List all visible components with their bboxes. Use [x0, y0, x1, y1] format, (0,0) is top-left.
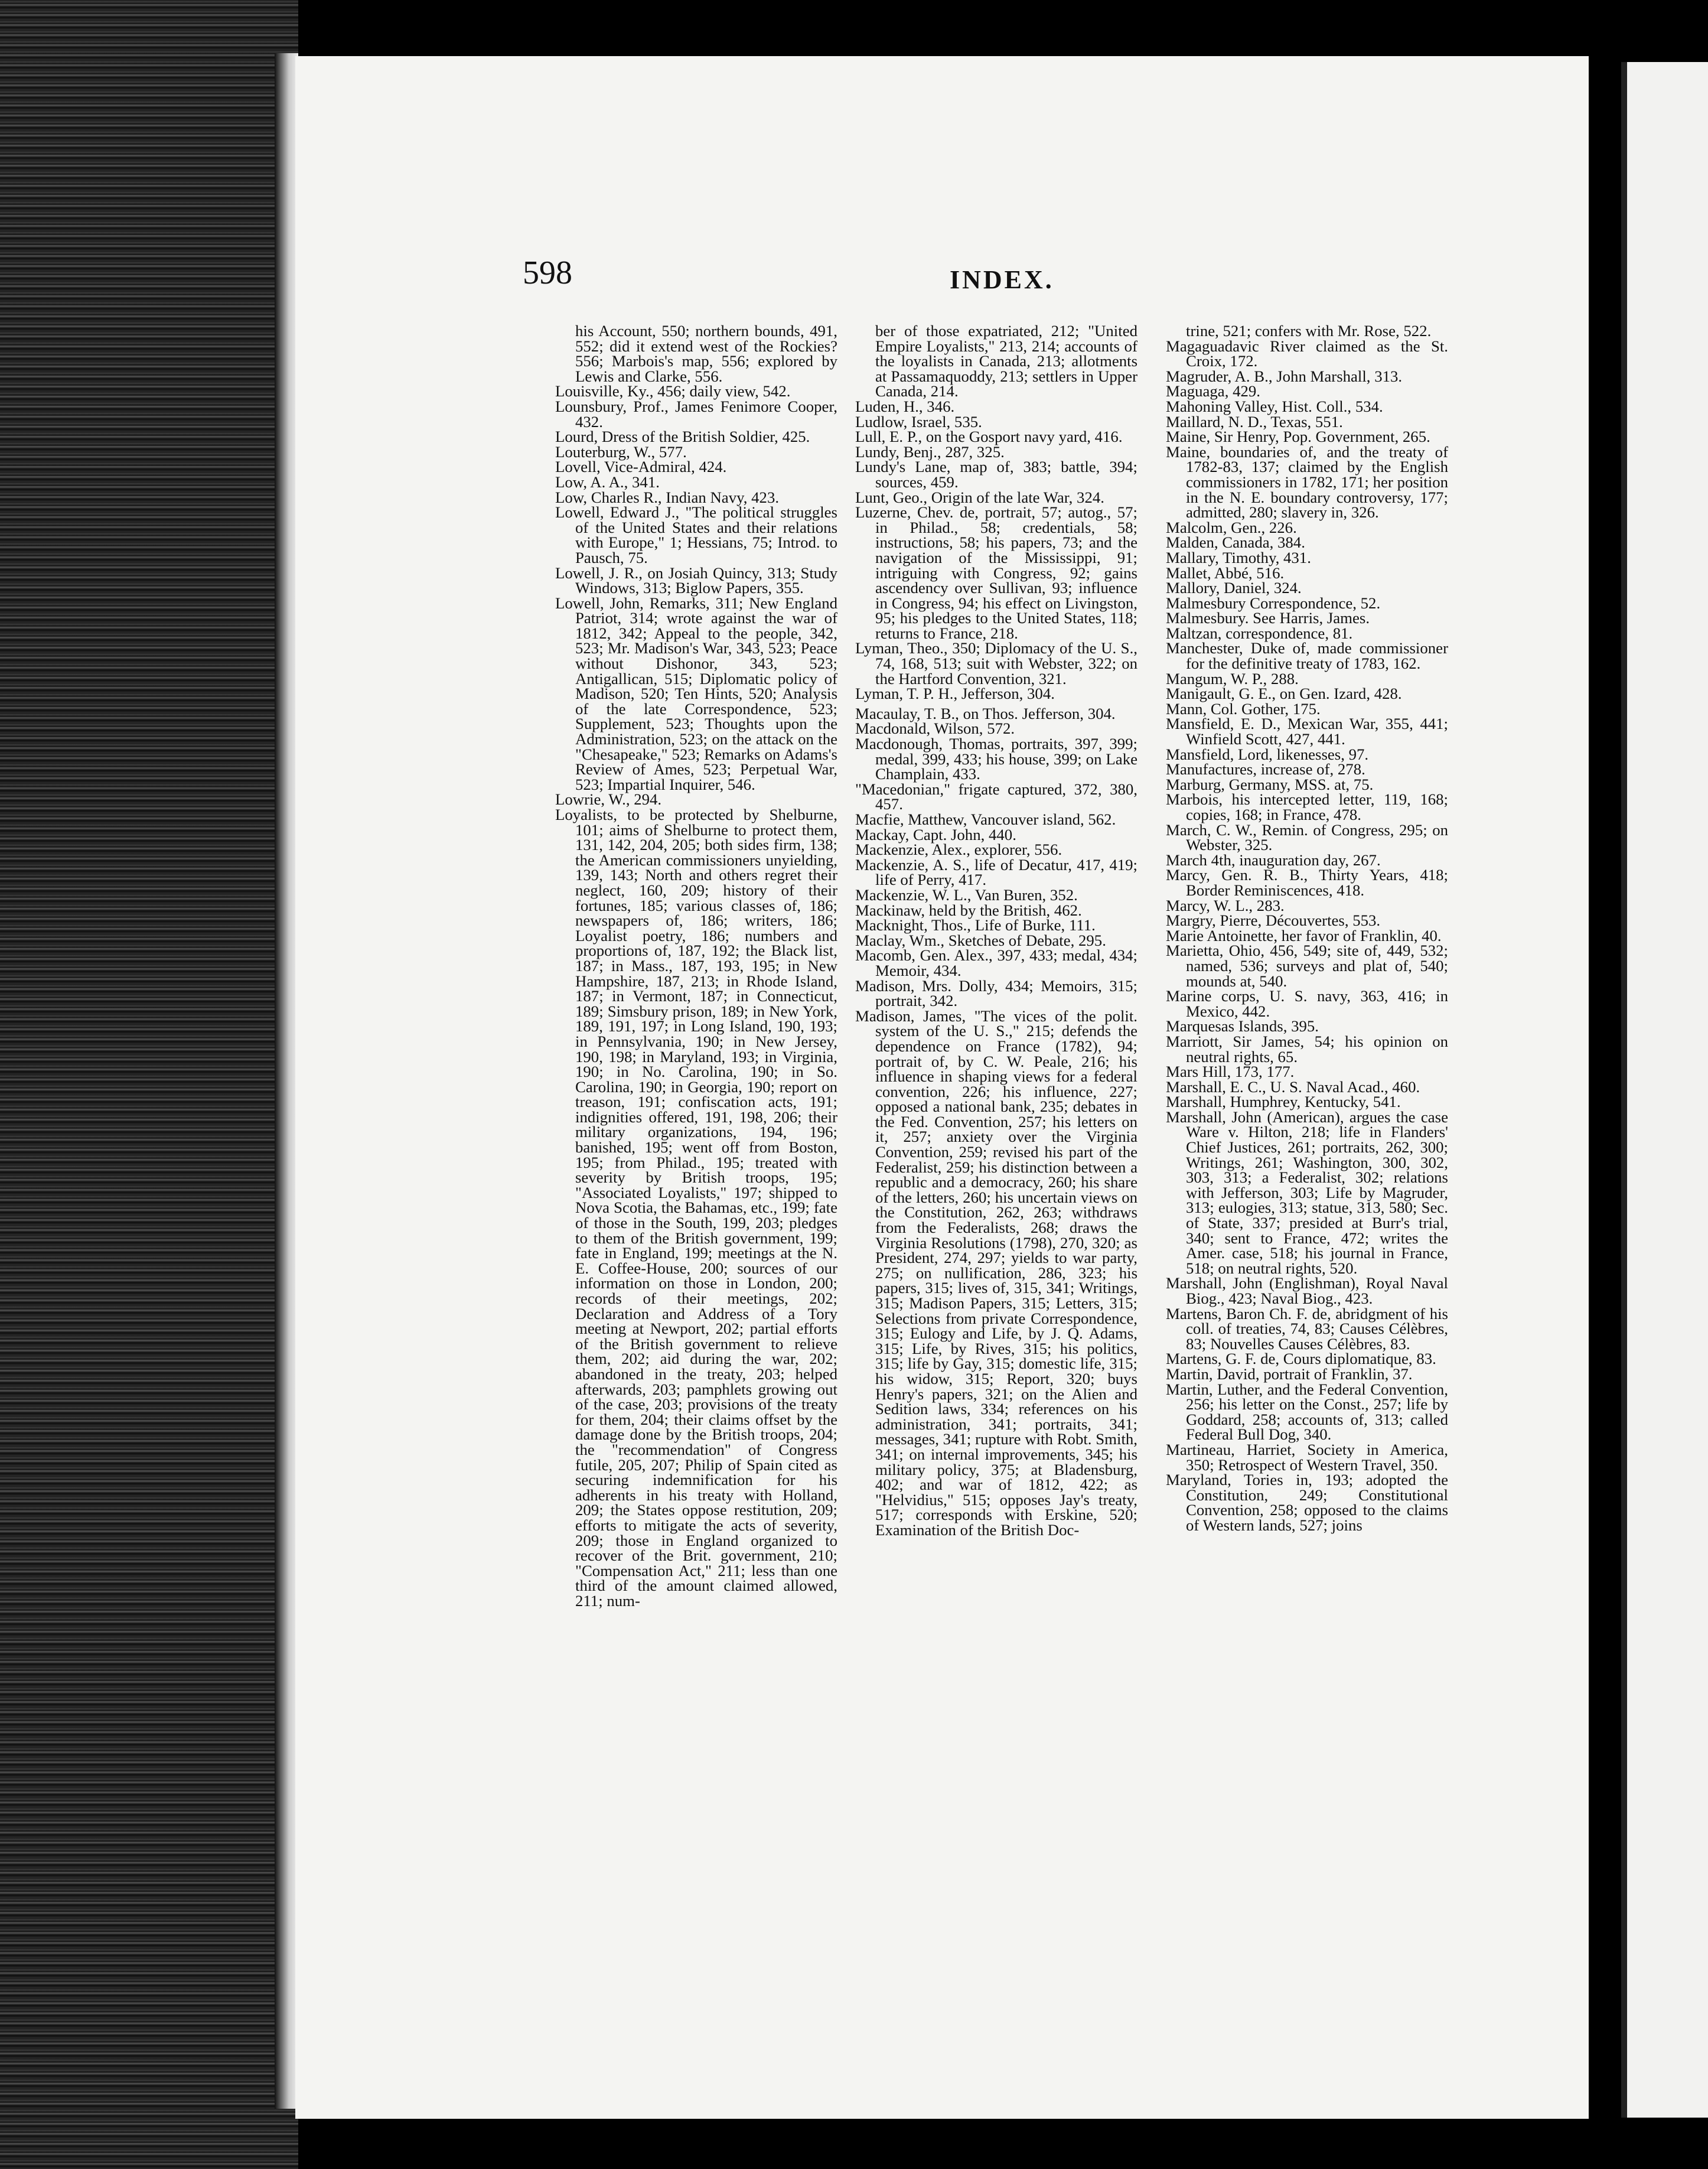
index-entry: trine, 521; confers with Mr. Rose, 522.: [1186, 322, 1432, 340]
index-entry: Madison, Mrs. Dolly, 434; Memoirs, 315; portrait, 342.: [855, 976, 1137, 1010]
index-entry: Malcolm, Gen., 226.: [1166, 518, 1297, 536]
index-entry: Margry, Pierre, Découvertes, 553.: [1166, 911, 1381, 930]
index-entry: Lowell, Edward J., "The political struggles of the United States and their relations with Europe," 1; Hessians, 75; Introd. to Pausch, 75.: [555, 503, 837, 566]
index-entry: Martens, G. F. de, Cours diplomatique, 83.: [1166, 1350, 1436, 1368]
index-entry: Macfie, Matthew, Vancouver island, 562.: [855, 810, 1116, 828]
index-entry: Manchester, Duke of, made commissioner for the definitive treaty of 1783, 162.: [1166, 639, 1448, 673]
index-entry: Lowrie, W., 294.: [555, 790, 662, 809]
index-entry: Low, Charles R., Indian Navy, 423.: [555, 488, 780, 506]
index-entry: Marriott, Sir James, 54; his opinion on neutral rights, 65.: [1166, 1032, 1448, 1066]
index-entry: Lyman, T. P. H., Jefferson, 304.: [855, 685, 1055, 703]
index-entry: Manigault, G. E., on Gen. Izard, 428.: [1166, 685, 1402, 703]
index-entry: Mackenzie, W. L., Van Buren, 352.: [855, 885, 1078, 904]
index-entry: Macdonough, Thomas, portraits, 397, 399; medal, 399, 433; his house, 399; on Lake Champlain, 433.: [855, 735, 1137, 783]
index-entry: Maine, Sir Henry, Pop. Government, 265.: [1166, 428, 1430, 446]
index-entry: Lyman, Theo., 350; Diplomacy of the U. S., 74, 168, 513; suit with Webster, 322; on the Hartford Convention, 321.: [855, 639, 1137, 688]
index-entry: Marine corps, U. S. navy, 363, 416; in Mexico, 442.: [1166, 987, 1448, 1020]
index-entry: Mann, Col. Gother, 175.: [1166, 699, 1321, 718]
index-entry: Martin, David, portrait of Franklin, 37.: [1166, 1364, 1413, 1383]
index-entry: March, C. W., Remin. of Congress, 295; on Webster, 325.: [1166, 820, 1448, 854]
index-entry: Mangum, W. P., 288.: [1166, 669, 1299, 688]
index-entry: Macomb, Gen. Alex., 397, 433; medal, 434; Memoir, 434.: [855, 946, 1137, 979]
index-entry: Mackenzie, Alex., explorer, 556.: [855, 841, 1062, 859]
index-entry: Mallary, Timothy, 431.: [1166, 548, 1311, 566]
index-entry: Mallet, Abbé, 516.: [1166, 564, 1285, 582]
index-entry: Lundy, Benj., 287, 325.: [855, 442, 1005, 461]
page-number: 598: [523, 255, 572, 291]
index-entry: Lull, E. P., on the Gosport navy yard, 416.: [855, 428, 1123, 446]
index-entry: Marcy, Gen. R. B., Thirty Years, 418; Border Reminiscences, 418.: [1166, 866, 1448, 899]
index-entry: ber of those expatriated, 212; "United Empire Loyalists," 213, 214; accounts of the loyalists in Canada, 213; allotments at Passamaquoddy, 213; settlers in Upper Canada, 214.: [875, 322, 1137, 400]
index-entry: Malden, Canada, 384.: [1166, 533, 1305, 552]
index-entry: Marquesas Islands, 395.: [1166, 1017, 1319, 1035]
index-entry: Mahoning Valley, Hist. Coll., 534.: [1166, 397, 1383, 415]
index-entry: Manufactures, increase of, 278.: [1166, 760, 1365, 779]
index-entry: Marbois, his intercepted letter, 119, 168; copies, 168; in France, 478.: [1166, 790, 1448, 823]
index-entry: Martens, Baron Ch. F. de, abridgment of his coll. of treaties, 74, 83; Causes Célèbres, 83; Nouvelles Causes Célèbres, 83.: [1166, 1304, 1448, 1353]
index-entry: Marshall, John (Englishman), Royal Naval Biog., 423; Naval Biog., 423.: [1166, 1274, 1448, 1307]
index-entry: Magaguadavic River claimed as the St. Croix, 172.: [1166, 337, 1448, 370]
index-column-right: [1166, 324, 1448, 1533]
adjacent-page-edge: [1621, 62, 1708, 2118]
index-entry: Luden, H., 346.: [855, 397, 955, 415]
index-entry: Lowell, J. R., on Josiah Quincy, 313; Study Windows, 313; Biglow Papers, 355.: [555, 564, 837, 597]
index-entry: Loyalists, to be protected by Shelburne, 101; aims of Shelburne to protect them, 131, 142, 204, 205; both sides firm, 138; the American commissioners unyielding, 139, 143; North and others regret their neglect, 160, 209; history of their fortunes, 185; various classes of, 186; newspapers of, 186; writers, 186; Loyalist poetry, 186; numbers and proportions of, 187, 192; the Black list, 187; in Mass., 187, 193, 195; in New Hampshire, 187, 213; in Rhode Island, 187; in Vermont, 187; in Connecticut, 189; Simsbury prison, 189; in New York, 189, 191, 197; in Long Island, 190, 193; in Pennsylvania, 190; in New Jersey, 190, 198; in Maryland, 193; in Virginia, 190; in No. Carolina, 190; in So. Carolina, 190; in Georgia, 190; report on treason, 191; confiscation acts, 191; indignities offered, 191, 198, 206; their military organizations, 194, 196; banished, 195; went off from Boston, 195; from Philad., 195; treated with severity by British troops, 195; "Associated Loyalists," 197; shipped to Nova Scotia, the Bahamas, etc., 199; fate of those in the South, 199, 203; pledges to them of the British government, 199; fate in England, 199; meetings at the N. E. Coffee-House, 200; sources of our information on those in London, 200; records of their meetings, 202; Declaration and Address of a Tory meeting at Newport, 202; partial efforts of the British government to relieve them, 202; aid during the war, 202; abandoned in the treaty, 203; helped afterwards, 203; pamphlets growing out of the case, 203; provisions of the treaty for them, 204; their claims offset by the damage done by the British troops, 204; the "recommendation" of Congress futile, 205, 207; Philip of Spain cited as securing indemnification for his adherents in his treaty with Holland, 209; the States oppose restitution, 209; efforts to mitigate the acts of severity, 209; those in England organized to recover of the Brit. government, 210; "Compensation Act," 211; less than one third of the amount claimed allowed, 211; num-: [555, 806, 837, 1610]
index-entry: Marshall, Humphrey, Kentucky, 541.: [1166, 1093, 1401, 1111]
index-entry: Louterburg, W., 577.: [555, 442, 687, 461]
index-entry: Macdonald, Wilson, 572.: [855, 719, 1015, 738]
running-header: INDEX.: [950, 265, 1054, 294]
index-entry: Marie Antoinette, her favor of Franklin, 40.: [1166, 926, 1442, 945]
index-entry: Malmesbury. See Harris, James.: [1166, 609, 1370, 627]
index-entry: Lovell, Vice-Admiral, 424.: [555, 458, 727, 476]
index-entry: Maryland, Tories in, 193; adopted the Constitution, 249; Constitutional Convention, 258; opposed to the claims of Western lands, 527; joins: [1166, 1471, 1448, 1534]
index-entry: Martin, Luther, and the Federal Convention, 256; his letter on the Const., 257; life by Goddard, 258; accounts of, 313; called Federal Bull Dog, 340.: [1166, 1380, 1448, 1444]
index-entry: his Account, 550; northern bounds, 491, 552; did it extend west of the Rockies? 556; Marbois's map, 556; explored by Lewis and Clarke, 556.: [575, 322, 837, 385]
index-entry: Marshall, E. C., U. S. Naval Acad., 460.: [1166, 1077, 1420, 1096]
index-entry: Lowell, John, Remarks, 311; New England Patriot, 314; wrote against the war of 1812, 342; Appeal to the people, 342, 523; Mr. Madison's War, 343, 523; Peace without Dishonor, 343, 523; Antigallican, 515; Diplomatic policy of Madison, 520; Ten Hints, 520; Analysis of the late Correspondence, 523; Supplement, 523; Thoughts upon the Administration, 523; on the attack on the "Chesapeake," 523; Remarks on Adams's Review of Ames, 523; Perpetual War, 523; Impartial Inquirer, 546.: [555, 594, 837, 793]
index-entry: Mars Hill, 173, 177.: [1166, 1063, 1295, 1081]
index-entry: Maillard, N. D., Texas, 551.: [1166, 412, 1343, 431]
index-entry: Maclay, Wm., Sketches of Debate, 295.: [855, 931, 1106, 949]
index-entry: Maguaga, 429.: [1166, 382, 1260, 400]
index-entry: March 4th, inauguration day, 267.: [1166, 851, 1381, 869]
index-entry: Lourd, Dress of the British Soldier, 425.: [555, 428, 810, 446]
index-entry: Marburg, Germany, MSS. at, 75.: [1166, 775, 1374, 793]
index-entry: Mackinaw, held by the British, 462.: [855, 901, 1082, 919]
index-entry: Mansfield, E. D., Mexican War, 355, 441; Winfield Scott, 427, 441.: [1166, 715, 1448, 748]
index-entry: Marcy, W. L., 283.: [1166, 896, 1285, 914]
index-entry: Mackay, Capt. John, 440.: [855, 825, 1016, 844]
index-entry: Martineau, Harriet, Society in America, 350; Retrospect of Western Travel, 350.: [1166, 1440, 1448, 1474]
index-entry: Marshall, John (American), argues the case Ware v. Hilton, 218; life in Flanders' Chief Justices, 261; portraits, 262, 300; Writings, 261; Washington, 300, 302, 303, 313; a Federalist, 302; relations with Jefferson, 303; Life by Magruder, 313; eulogies, 313; statue, 313, 580; Sec. of State, 337; presided at Burr's trial, 340; sent to France, 472; writes the Amer. case, 518; his journal in France, 518; on neutral rights, 520.: [1166, 1108, 1448, 1277]
index-entry: Magruder, A. B., John Marshall, 313.: [1166, 367, 1403, 385]
index-entry: Louisville, Ky., 456; daily view, 542.: [555, 382, 791, 400]
index-entry: Low, A. A., 341.: [555, 473, 660, 491]
index-entry: Luzerne, Chev. de, portrait, 57; autog., 57; in Philad., 58; credentials, 58; instructions, 58; his papers, 73; and the navigation of the Mississippi, 91; intriguing with Congress, 92; gains ascendency over Sullivan, 93; influence in Congress, 94; his effect on Livingston, 95; his pledges to the United States, 118; returns to France, 218.: [855, 503, 1137, 642]
index-entry: Madison, James, "The vices of the polit. system of the U. S.," 215; defends the dependence on France (1782), 94; portrait of, by C. W. Peale, 216; his influence in shaping views for a federal convention, 226; his influence, 227; opposed a national bank, 235; debates in the Fed. Convention, 257; his letters on it, 257; anxiety over the Virginia Convention, 259; revised his part of the Federalist, 259; his distinction between a republic and a democracy, 260; his share of the letters, 260; his uncertain views on the Constitution, 262, 263; withdraws from the Federalists, 268; draws the Virginia Resolutions (1798), 270, 320; as President, 274, 297; yields to war party, 275; on nullification, 286, 323; his papers, 315; lives of, 315, 341; Writings, 315; Madison Papers, 315; Letters, 315; Selections from private Correspondence, 315; Eulogy and Life, by J. Q. Adams, 315; Life, by Rives, 315; his politics, 315; life by Gay, 315; domestic life, 315; his widow, 315; Report, 320; buys Henry's papers, 321; on the Alien and Sedition laws, 334; references on his administration, 341; portraits, 341; messages, 341; rupture with Robt. Smith, 341; on internal improvements, 345; his military policy, 375; at Bladensburg, 402; and war of 1812, 422; as "Helvidius," 515; opposes Jay's treaty, 517; corresponds with Erskine, 520; Examination of the British Doc-: [855, 1007, 1137, 1539]
index-entry: Malmesbury Correspondence, 52.: [1166, 594, 1381, 612]
index-entry: Maltzan, correspondence, 81.: [1166, 624, 1353, 642]
index-entry: Macknight, Thos., Life of Burke, 111.: [855, 916, 1096, 934]
index-entry: Marietta, Ohio, 456, 549; site of, 449, 532; named, 536; surveys and plat of, 540; mounds at, 540.: [1166, 942, 1448, 990]
index-entry: Mackenzie, A. S., life of Decatur, 417, 419; life of Perry, 417.: [855, 855, 1137, 889]
index-column-left: [555, 324, 837, 1608]
book-spine-edge: [0, 0, 298, 2169]
index-entry: Macaulay, T. B., on Thos. Jefferson, 304.: [855, 704, 1116, 722]
index-entry: Lundy's Lane, map of, 383; battle, 394; sources, 459.: [855, 458, 1137, 491]
index-entry: "Macedonian," frigate captured, 372, 380, 457.: [855, 780, 1137, 813]
index-entry: Mallory, Daniel, 324.: [1166, 579, 1302, 597]
index-entry: Ludlow, Israel, 535.: [855, 412, 982, 431]
index-column-middle: [855, 324, 1137, 1538]
index-entry: Lunt, Geo., Origin of the late War, 324.: [855, 488, 1104, 506]
index-entry: Lounsbury, Prof., James Fenimore Cooper, 432.: [555, 397, 837, 431]
index-entry: Maine, boundaries of, and the treaty of 1782-83, 137; claimed by the English commissioners in 1782, 171; her position in the N. E. boundary controversy, 177; admitted, 280; slavery in, 326.: [1166, 442, 1448, 522]
index-entry: Mansfield, Lord, likenesses, 97.: [1166, 745, 1369, 763]
